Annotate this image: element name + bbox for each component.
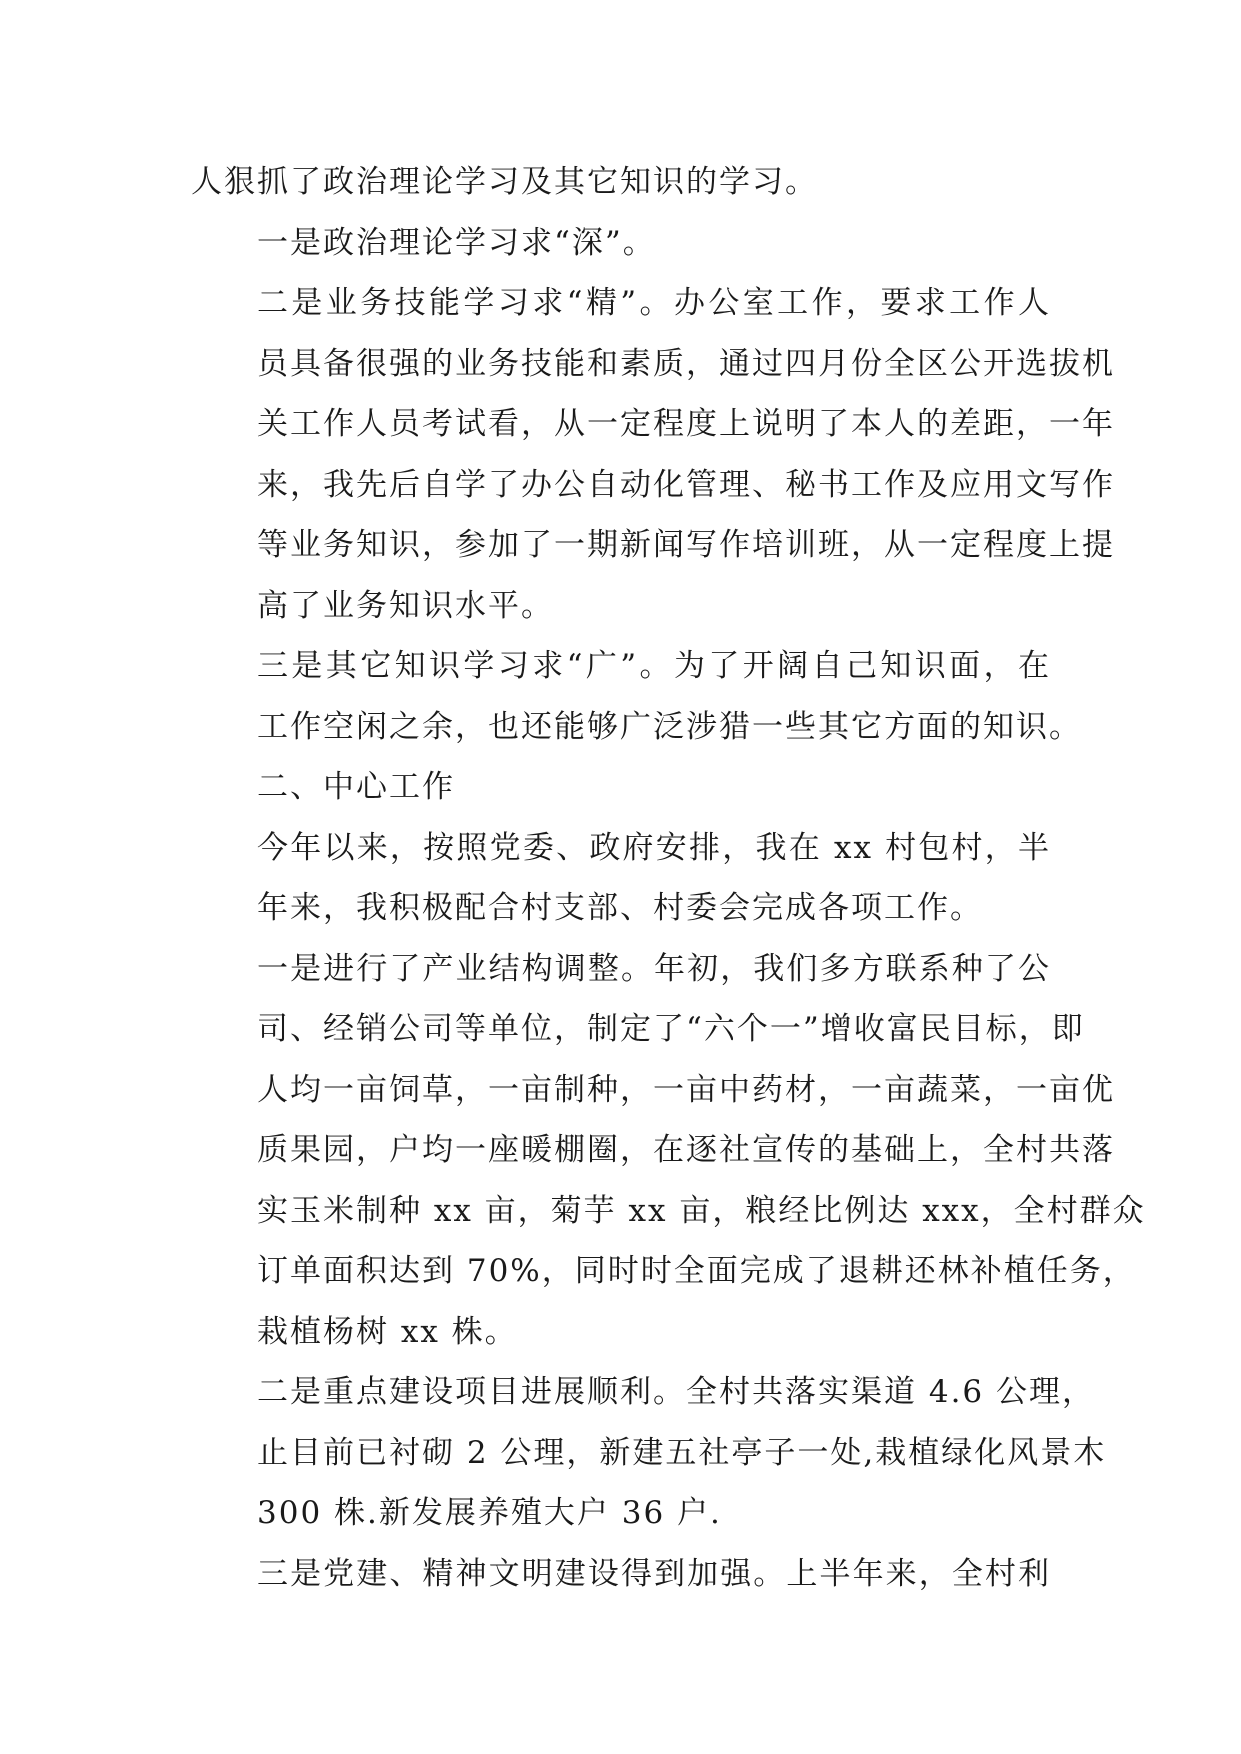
text-line: 人狠抓了政治理论学习及其它知识的学习。 bbox=[191, 164, 818, 200]
text-line: 人均一亩饲草，一亩制种，一亩中药材，一亩蔬菜，一亩优 bbox=[257, 1071, 1115, 1108]
paragraph bbox=[191, 1362, 1107, 1544]
text-line: 员具备很强的业务技能和素质，通过四月份全区公开选拔机 bbox=[257, 345, 1115, 382]
text-line: 二是业务技能学习求“精”。办公室工作，要求工作人 bbox=[257, 285, 1051, 321]
paragraph bbox=[191, 273, 1115, 636]
text-line: 年来，我积极配合村支部、村委会完成各项工作。 bbox=[257, 890, 983, 926]
text-line: 一是政治理论学习求“深”。 bbox=[257, 224, 656, 261]
text-line: 一是进行了产业结构调整。年初，我们多方联系种了公 bbox=[257, 950, 1051, 987]
text-line: 二是重点建设项目进展顺利。全村共落实渠道 4.6 公理， bbox=[257, 1374, 1096, 1410]
text-line: 订单面积达到 70%，同时时全面完成了退耕还林补植任务， bbox=[257, 1253, 1136, 1289]
paragraph bbox=[191, 213, 1051, 274]
text-line: 二、中心工作 bbox=[257, 769, 455, 805]
paragraph bbox=[191, 939, 1146, 1363]
paragraph bbox=[191, 636, 1082, 757]
text-line: 今年以来，按照党委、政府安排，我在 xx 村包村，半 bbox=[257, 829, 1051, 866]
text-line: 关工作人员考试看，从一定程度上说明了本人的差距，一年 bbox=[257, 406, 1115, 442]
text-line: 质果园，户均一座暖棚圈，在逐社宣传的基础上，全村共落 bbox=[257, 1132, 1115, 1168]
document-page bbox=[191, 152, 1146, 1604]
paragraph bbox=[191, 818, 1051, 939]
text-line: 司、经销公司等单位，制定了“六个一”增收富民目标，即 bbox=[257, 1011, 1085, 1047]
text-line: 三是党建、精神文明建设得到加强。上半年来，全村利 bbox=[257, 1555, 1051, 1592]
text-line: 止目前已衬砌 2 公理，新建五社亭子一处,栽植绿化风景木 bbox=[257, 1434, 1107, 1471]
text-line: 高了业务知识水平。 bbox=[257, 587, 554, 624]
paragraph bbox=[191, 1544, 1051, 1605]
paragraph bbox=[191, 152, 1051, 213]
section-heading bbox=[191, 757, 1051, 818]
text-line: 三是其它知识学习求“广”。为了开阔自己知识面，在 bbox=[257, 648, 1051, 684]
text-line: 300 株.新发展养殖大户 36 户. bbox=[257, 1495, 722, 1531]
text-line: 工作空闲之余，也还能够广泛涉猎一些其它方面的知识。 bbox=[257, 708, 1082, 745]
text-line: 实玉米制种 xx 亩，菊芋 xx 亩，粮经比例达 xxx，全村群众 bbox=[257, 1192, 1146, 1229]
text-line: 栽植杨树 xx 株。 bbox=[257, 1313, 518, 1350]
text-line: 等业务知识，参加了一期新闻写作培训班，从一定程度上提 bbox=[257, 527, 1115, 563]
text-line: 来，我先后自学了办公自动化管理、秘书工作及应用文写作 bbox=[257, 466, 1115, 503]
